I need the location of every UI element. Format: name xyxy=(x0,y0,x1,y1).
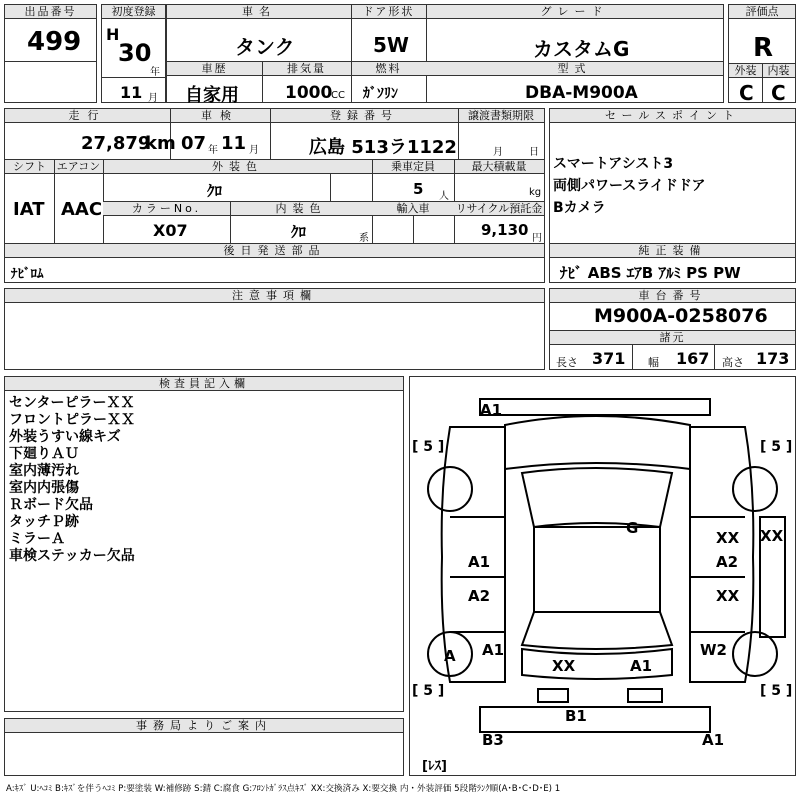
reg-no-label: 登録番号 xyxy=(270,109,458,123)
mark-right-quarter: W2 xyxy=(700,641,727,659)
height-label: 高さ xyxy=(722,356,744,369)
later-parts-label: 後日発送部品 xyxy=(5,244,544,258)
mark-rear-left-corner: B3 xyxy=(482,731,504,749)
inspector-line-4: 下廻りＡＵ xyxy=(9,446,79,462)
ac-label: エアコン xyxy=(54,160,103,174)
inspector-line-5: 室内薄汚れ xyxy=(9,463,79,479)
int-color: ｸﾛ xyxy=(291,223,307,241)
inspection-label: 車検 xyxy=(170,109,270,123)
first-reg-label: 初度登録 xyxy=(102,5,165,19)
mark-rear-right-corner: A1 xyxy=(702,731,725,749)
displacement: 1000 xyxy=(285,83,333,103)
genuine-equipment-block xyxy=(549,243,796,283)
import-label: 輸入車 xyxy=(372,202,454,216)
lot-number: 499 xyxy=(27,27,82,57)
max-load-unit: kg xyxy=(529,187,542,198)
score-label: 評価点 xyxy=(729,5,795,19)
capacity-unit: 人 xyxy=(439,191,449,202)
width-label: 幅 xyxy=(648,356,659,369)
inspector-line-10: 車検ステッカー欠品 xyxy=(9,548,135,564)
inspector-notes-block xyxy=(4,376,404,712)
rear-bumper-shape xyxy=(480,707,710,732)
tire-tread-fl: [ 5 ] xyxy=(412,439,445,455)
reg-year: 30 xyxy=(118,39,152,67)
spare-tire-note: [ﾚｽ] xyxy=(422,759,447,774)
transfer-day-unit: 日 xyxy=(529,147,539,158)
registration-number: 広島 513ラ1122 xyxy=(309,137,457,158)
rear-window-shape xyxy=(522,612,672,649)
air-conditioner: AAC xyxy=(61,199,103,220)
tire-tread-fr: [ 5 ] xyxy=(760,439,793,455)
sales-point-block xyxy=(549,108,796,254)
mark-right-step: XX xyxy=(760,527,784,545)
notes-label: 注意事項欄 xyxy=(5,289,544,303)
recycle-label: リサイクル預託金 xyxy=(455,202,543,215)
mark-rear-gate-left: XX xyxy=(552,657,576,675)
mark-left-quarter: A1 xyxy=(482,641,505,659)
inspector-line-8: タッチＰ跡 xyxy=(9,514,79,530)
tire-front-left xyxy=(428,467,472,511)
car-outline-svg xyxy=(410,377,795,775)
year-unit: 年 xyxy=(150,67,160,78)
transfer-month-unit: 月 xyxy=(493,147,503,158)
exterior-grade: C xyxy=(739,81,754,105)
chassis-number: M900A-0258076 xyxy=(594,305,768,327)
tire-front-right xyxy=(733,467,777,511)
mark-left-rear-tire: A xyxy=(444,647,456,665)
mark-front-bumper: A1 xyxy=(480,401,503,419)
inspector-line-1: センターピラーＸＸ xyxy=(9,395,135,411)
mark-right-rear-door: XX xyxy=(716,587,740,605)
reg-month: 11 xyxy=(120,83,143,102)
front-bumper-shape xyxy=(480,399,710,415)
grade-label: グレード xyxy=(426,5,723,19)
tire-rear-right xyxy=(733,632,777,676)
sales-point-1: スマートアシスト3 xyxy=(553,156,674,172)
height: 173 xyxy=(756,349,790,368)
length-label: 長さ xyxy=(556,356,578,369)
door-type: 5W xyxy=(373,33,409,57)
model-label: 型式 xyxy=(426,62,723,76)
tire-tread-rr: [ 5 ] xyxy=(760,683,793,699)
inspector-line-7: Ｒボード欠品 xyxy=(9,497,93,513)
model: DBA-M900A xyxy=(525,83,638,103)
sales-point-label: セールスポイント xyxy=(550,109,795,123)
score: R xyxy=(753,33,774,63)
ext-color: ｸﾛ xyxy=(207,182,223,200)
later-parts-block xyxy=(4,243,545,283)
length: 371 xyxy=(592,349,626,368)
era: H xyxy=(106,25,120,44)
inspector-line-3: 外装うすい線キズ xyxy=(9,429,121,445)
hood-shape xyxy=(505,416,690,469)
recycle-fee: 9,130 xyxy=(481,221,529,239)
mark-right-front-door: A2 xyxy=(716,553,739,571)
inspector-line-9: ミラーＡ xyxy=(9,531,65,547)
first-registration-cell xyxy=(101,4,166,103)
chassis-block xyxy=(549,288,796,370)
transfer-label: 譲渡書類期限 xyxy=(458,109,544,123)
lot-number-cell xyxy=(4,4,97,103)
shift: IAT xyxy=(13,199,45,220)
office-label: 事務局よりご案内 xyxy=(5,719,403,733)
office-info-block xyxy=(4,718,404,776)
sales-point-3: Bカメラ xyxy=(553,200,606,216)
damage-diagram xyxy=(409,376,796,776)
inspector-label: 検査員記入欄 xyxy=(5,377,403,391)
interior-grade: C xyxy=(771,81,786,105)
notes-block xyxy=(4,288,545,370)
grade: カスタムG xyxy=(533,37,630,61)
chassis-label: 車台番号 xyxy=(550,289,795,303)
car-name-label: 車名 xyxy=(167,5,351,19)
vehicle-details-block xyxy=(4,108,545,254)
mileage-label: 走行 xyxy=(5,109,170,123)
inspector-line-6: 室内内張傷 xyxy=(9,480,79,496)
shift-label: シフト xyxy=(5,160,54,174)
car-info-block xyxy=(166,4,724,106)
recycle-unit: 円 xyxy=(532,233,542,244)
mark-right-pillar: XX xyxy=(716,529,740,547)
inspector-line-2: フロントピラーＸＸ xyxy=(9,412,135,428)
later-parts: ﾅﾋﾞﾛﾑ xyxy=(11,267,44,282)
roof-shape xyxy=(534,527,660,612)
genuine-equipment: ﾅﾋﾞ ABS ｴｱB ｱﾙﾐ PS PW xyxy=(560,264,741,282)
int-color-label: 内装色 xyxy=(230,202,372,216)
car-name: タンク xyxy=(235,35,295,59)
mark-roof: G xyxy=(626,519,639,537)
mark-rear-gate-right: A1 xyxy=(630,657,653,675)
mark-left-front-door: A1 xyxy=(468,553,491,571)
history-label: 車歴 xyxy=(167,62,262,76)
left-door-lines xyxy=(450,517,505,632)
inspection-month: 11 xyxy=(221,133,247,154)
width: 167 xyxy=(676,349,710,368)
score-cell xyxy=(728,4,796,103)
insp-month-unit: 月 xyxy=(249,145,259,156)
lot-number-label: 出品番号 xyxy=(5,5,96,19)
sales-point-2: 両側パワースライドドア xyxy=(553,178,706,194)
legend: A:ｷｽﾞ U:ﾍｺﾐ B:ｷｽﾞを伴うﾍｺﾐ P:要塗装 W:補修跡 S:錆 C:腐食 G:ﾌﾛﾝﾄｶﾞﾗｽ点ｷｽﾞ XX:交換済み X:要交換 内・外装評価 5段階ﾗﾝｸ順(A･B･C･D･E) 1 xyxy=(6,784,561,794)
capacity-label: 乗車定員 xyxy=(372,160,454,174)
door-label: ドア形状 xyxy=(351,5,426,19)
exterior-label: 外装 xyxy=(729,64,762,78)
color-no-label: カラーNo. xyxy=(103,202,230,216)
mark-left-rear-door: A2 xyxy=(468,587,491,605)
interior-label: 内装 xyxy=(762,64,795,78)
mileage: 27,879 xyxy=(81,133,151,154)
rear-lamps-shape xyxy=(538,689,662,702)
ext-color-label: 外装色 xyxy=(103,160,372,174)
displacement-label: 排気量 xyxy=(262,62,351,76)
displacement-unit: CC xyxy=(331,90,345,101)
mark-rear-bumper: B1 xyxy=(565,707,587,725)
int-color-unit: 系 xyxy=(359,233,369,244)
fuel: ｶﾞｿﾘﾝ xyxy=(363,86,398,102)
color-no: X07 xyxy=(153,221,188,240)
windshield-shape xyxy=(522,468,672,527)
tire-tread-rl: [ 5 ] xyxy=(412,683,445,699)
history: 自家用 xyxy=(185,85,239,106)
genuine-equipment-label: 純正装備 xyxy=(550,244,795,258)
capacity: 5 xyxy=(413,180,424,198)
insp-year-unit: 年 xyxy=(208,145,218,156)
inspection-year: 07 xyxy=(181,133,207,154)
month-unit: 月 xyxy=(148,93,158,104)
max-load-label: 最大積載量 xyxy=(454,160,544,174)
dims-label: 諸元 xyxy=(550,330,795,345)
fuel-label: 燃料 xyxy=(351,62,426,76)
mileage-unit: km xyxy=(145,133,176,154)
